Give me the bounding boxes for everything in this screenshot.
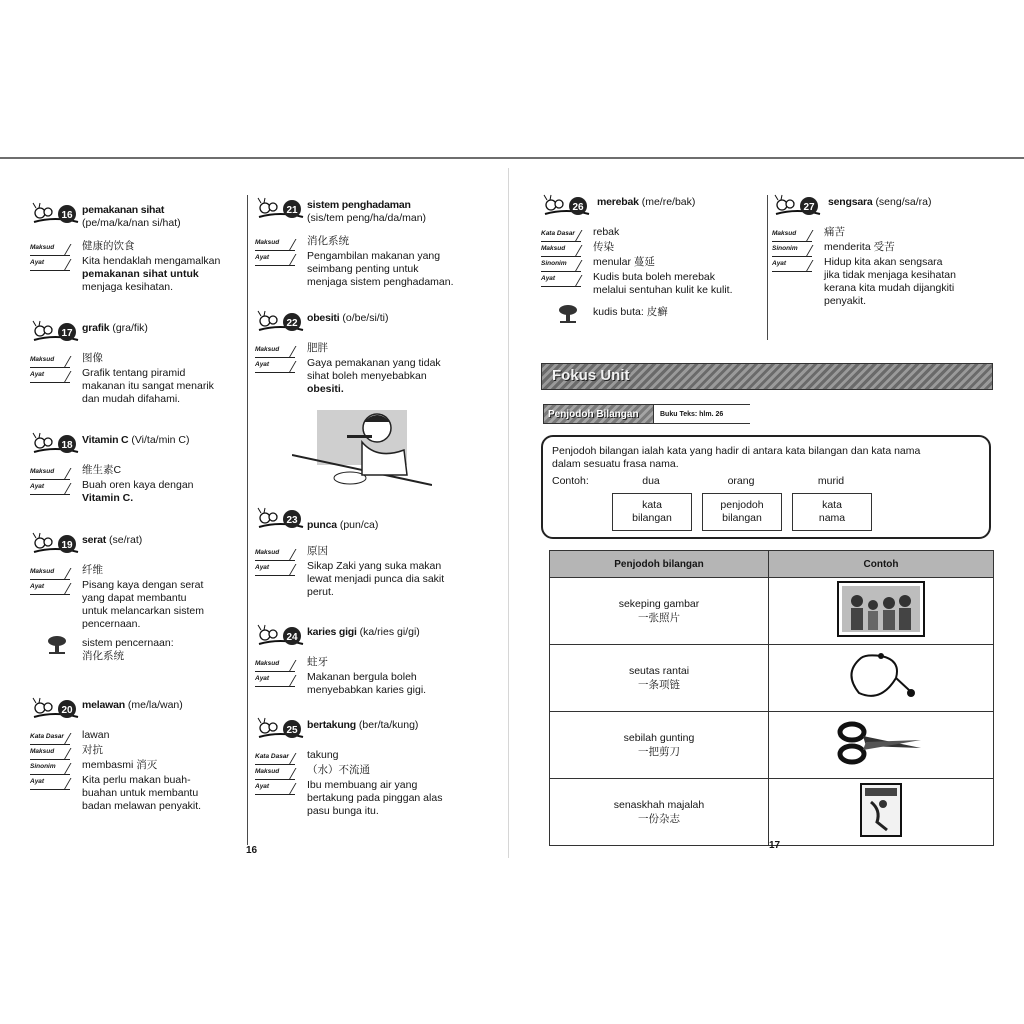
contoh-label: Contoh: xyxy=(552,475,589,487)
entry-24 xyxy=(255,622,475,697)
svg-text:17: 17 xyxy=(61,328,73,339)
ayat-label: Ayat xyxy=(255,561,295,576)
svg-text:21: 21 xyxy=(286,205,298,216)
ayat-line: pencernaan. xyxy=(82,618,141,630)
headword: grafik xyxy=(82,322,110,334)
ayat-label: Ayat xyxy=(255,780,295,795)
maksud-label: Maksud xyxy=(255,236,295,251)
table-row: sekeping gambar 一张照片 xyxy=(550,578,994,645)
tree-icon xyxy=(46,635,68,655)
contoh-top-word: murid xyxy=(817,475,845,487)
ayat-label: Ayat xyxy=(772,257,812,272)
headword: punca xyxy=(307,519,337,531)
ayat-line: Grafik tentang piramid xyxy=(82,367,186,379)
table-header: Contoh xyxy=(769,551,994,578)
pronunciation: (pun/ca) xyxy=(339,519,379,531)
contoh-box: kata bilangan xyxy=(612,493,692,531)
kata-dasar-label: Kata Dasar xyxy=(255,750,295,765)
ayat-label: Ayat xyxy=(30,580,70,595)
maksud-text: 维生素C xyxy=(82,464,122,476)
definition-box xyxy=(541,435,991,539)
pronunciation: (ka/ries gi/gi) xyxy=(359,626,420,638)
ayat-line: sihat boleh menyebabkan xyxy=(307,370,427,382)
ayat-line: Pengambilan makanan yang xyxy=(307,250,441,262)
maksud-label: Maksud xyxy=(255,343,295,358)
entry-18 xyxy=(30,430,250,505)
necklace-icon xyxy=(841,648,921,704)
ayat-line: pemakanan sihat untuk xyxy=(82,268,199,280)
ayat-line: menjaga kesihatan. xyxy=(82,281,174,293)
headword: merebak xyxy=(597,196,639,208)
maksud-text: 图像 xyxy=(82,352,103,364)
ayat-line: menyebabkan karies gigi. xyxy=(307,684,427,696)
entry-badge-icon xyxy=(772,194,822,220)
ayat-line: Makanan bergula boleh xyxy=(307,671,417,683)
entry-23 xyxy=(255,505,475,599)
entry-badge-icon xyxy=(30,320,80,346)
ayat-line: jika tidak menjaga kesihatan xyxy=(824,269,956,281)
ayat-label: Ayat xyxy=(255,251,295,266)
maksud-label: Maksud xyxy=(255,546,295,561)
maksud-label: Maksud xyxy=(30,565,70,580)
pronunciation: (Vi/ta/min C) xyxy=(131,434,190,446)
maksud-text: 传染 xyxy=(593,241,614,253)
ayat-line: Hidup kita akan sengsara xyxy=(824,256,943,268)
headword: sistem penghadaman xyxy=(307,199,411,211)
ayat-line: bertakung pada pinggan alas xyxy=(307,792,443,804)
maksud-label: Maksud xyxy=(30,465,70,480)
entry-21 xyxy=(255,195,475,289)
maksud-text: 痛苦 xyxy=(824,226,845,238)
family-photo-icon xyxy=(837,581,925,637)
ayat-line: melalui sentuhan kulit ke kulit. xyxy=(593,284,733,296)
pronunciation: (ber/ta/kung) xyxy=(358,719,419,731)
sinonim-text: menderita 受苦 xyxy=(824,241,895,253)
entry-badge-icon xyxy=(30,697,80,723)
ayat-line: Gaya pemakanan yang tidak xyxy=(307,357,441,369)
ayat-line: pasu bunga itu. xyxy=(307,805,379,817)
ayat-line: makanan itu sangat menarik xyxy=(82,380,214,392)
entry-badge-icon xyxy=(255,507,305,533)
kata-dasar-label: Kata Dasar xyxy=(541,227,581,242)
penjodoh-table xyxy=(549,550,994,846)
headword: pemakanan sihat xyxy=(82,204,165,216)
sinonim-label: Sinonim xyxy=(541,257,581,272)
kata-dasar-text: takung xyxy=(307,749,339,761)
entry-badge-icon xyxy=(255,624,305,650)
entry-badge-icon xyxy=(30,202,80,228)
entry-19 xyxy=(30,530,250,663)
headword: karies gigi xyxy=(307,626,357,638)
headword: Vitamin C xyxy=(82,434,129,446)
entry-20 xyxy=(30,695,250,813)
svg-text:18: 18 xyxy=(61,440,73,451)
pronunciation: (gra/fik) xyxy=(112,322,148,334)
sinonim-label: Sinonim xyxy=(30,760,70,775)
entry-badge-icon xyxy=(255,717,305,743)
maksud-label: Maksud xyxy=(255,765,295,780)
maksud-text: 蛀牙 xyxy=(307,656,328,668)
sinonim-label: Sinonim xyxy=(772,242,812,257)
ayat-line: Vitamin C. xyxy=(82,492,134,504)
ayat-line: lewat menjadi punca dia sakit xyxy=(307,573,445,585)
entry-16 xyxy=(30,200,250,294)
ayat-line: Ibu membuang air yang xyxy=(307,779,418,791)
maksud-text: 肥胖 xyxy=(307,342,328,354)
table-row: sebilah gunting 一把剪刀 xyxy=(550,712,994,779)
ayat-label: Ayat xyxy=(30,368,70,383)
headword: bertakung xyxy=(307,719,356,731)
ayat-label: Ayat xyxy=(255,358,295,373)
maksud-label: Maksud xyxy=(30,745,70,760)
svg-text:23: 23 xyxy=(286,515,298,526)
entry-25 xyxy=(255,715,475,818)
entry-26 xyxy=(541,192,761,319)
maksud-text: 健康的饮食 xyxy=(82,240,135,252)
maksud-text: 原因 xyxy=(307,545,328,557)
ayat-line: perut. xyxy=(307,586,334,598)
contoh-box: kata nama xyxy=(792,493,872,531)
kata-dasar-text: rebak xyxy=(593,226,620,238)
table-row: senaskhah majalah 一份杂志 xyxy=(550,779,994,846)
svg-text:24: 24 xyxy=(286,632,298,643)
definition-line: dalam sesuatu frasa nama. xyxy=(552,458,679,470)
maksud-label: Maksud xyxy=(541,242,581,257)
svg-text:20: 20 xyxy=(61,705,73,716)
entry-badge-icon xyxy=(541,194,591,220)
maksud-label: Maksud xyxy=(30,353,70,368)
svg-text:22: 22 xyxy=(286,318,298,329)
ayat-line: dan mudah difahami. xyxy=(82,393,181,405)
pronunciation: (me/re/bak) xyxy=(641,196,696,208)
headword: melawan xyxy=(82,699,125,711)
section-tag: Penjodoh Bilangan xyxy=(543,404,654,424)
ayat-line: kerana kita mudah dijangkiti xyxy=(824,282,955,294)
ayat-line: penyakit. xyxy=(824,295,867,307)
tree-icon xyxy=(557,304,579,324)
maksud-text: （水）不流通 xyxy=(307,764,370,776)
headword: sengsara xyxy=(828,196,873,208)
maksud-label: Maksud xyxy=(255,657,295,672)
page-number-left: 16 xyxy=(246,845,258,856)
ayat-line: Pisang kaya dengan serat xyxy=(82,579,204,591)
maksud-text: 对抗 xyxy=(82,744,103,756)
ayat-line: seimbang penting untuk xyxy=(307,263,419,275)
magazine-icon xyxy=(859,782,903,838)
entry-badge-icon xyxy=(255,197,305,223)
sinonim-text: menular 蔓延 xyxy=(593,256,655,268)
entry-22 xyxy=(255,308,475,396)
note-line: kudis buta: 皮癣 xyxy=(593,306,668,318)
contoh-box: penjodoh bilangan xyxy=(702,493,782,531)
ayat-line: menjaga sistem penghadaman. xyxy=(307,276,454,288)
kata-dasar-label: Kata Dasar xyxy=(30,730,70,745)
ayat-label: Ayat xyxy=(541,272,581,287)
pronunciation: (sis/tem peng/ha/da/man) xyxy=(307,212,427,224)
ayat-line: badan melawan penyakit. xyxy=(82,800,202,812)
ayat-line: Kudis buta boleh merebak xyxy=(593,271,715,283)
ayat-label: Ayat xyxy=(30,775,70,790)
svg-text:25: 25 xyxy=(286,725,298,736)
contoh-top-word: dua xyxy=(642,475,660,487)
table-row: seutas rantai 一条项链 xyxy=(550,645,994,712)
ayat-line: untuk melancarkan sistem xyxy=(82,605,204,617)
ayat-line: Sikap Zaki yang suka makan xyxy=(307,560,442,572)
note-line: 消化系统 xyxy=(82,650,124,662)
book-spine xyxy=(508,168,509,858)
scissors-icon xyxy=(836,718,926,768)
entry-badge-icon xyxy=(255,310,305,336)
headword: serat xyxy=(82,534,107,546)
ayat-label: Ayat xyxy=(30,480,70,495)
page-number-right: 17 xyxy=(769,840,781,851)
ayat-line: Kita hendaklah mengamalkan xyxy=(82,255,221,267)
svg-text:16: 16 xyxy=(61,210,73,221)
sinonim-text: membasmi 消灭 xyxy=(82,759,158,771)
fokus-unit-title: Fokus Unit xyxy=(552,367,630,384)
kata-dasar-text: lawan xyxy=(82,729,110,741)
pronunciation: (o/be/si/ti) xyxy=(342,312,389,324)
ayat-line: buahan untuk membantu xyxy=(82,787,199,799)
entry-badge-icon xyxy=(30,532,80,558)
svg-text:19: 19 xyxy=(61,540,73,551)
ayat-line: obesiti. xyxy=(307,383,344,395)
maksud-text: 消化系统 xyxy=(307,235,349,247)
maksud-label: Maksud xyxy=(30,241,70,256)
ayat-line: Buah oren kaya dengan xyxy=(82,479,194,491)
pronunciation: (seng/sa/ra) xyxy=(875,196,932,208)
svg-text:27: 27 xyxy=(803,202,815,213)
fokus-unit-banner xyxy=(541,363,993,390)
definition-line: Penjodoh bilangan ialah kata yang hadir di antara kata bilangan dan kata nama xyxy=(552,445,921,457)
ayat-label: Ayat xyxy=(30,256,70,271)
ayat-line: yang dapat membantu xyxy=(82,592,187,604)
maksud-label: Maksud xyxy=(772,227,812,242)
ayat-line: Kita perlu makan buah- xyxy=(82,774,191,786)
pronunciation: (pe/ma/ka/nan si/hat) xyxy=(82,217,181,229)
pronunciation: (se/rat) xyxy=(109,534,143,546)
right-column-divider xyxy=(767,195,768,340)
note-line: sistem pencernaan: xyxy=(82,637,174,649)
boy-eating-illustration xyxy=(292,400,432,495)
buku-teks-ref: Buku Teks: hlm. 26 xyxy=(654,404,750,424)
headword: obesiti xyxy=(307,312,340,324)
top-rule xyxy=(0,157,1024,159)
svg-text:26: 26 xyxy=(572,202,584,213)
maksud-text: 纤维 xyxy=(82,564,103,576)
entry-27 xyxy=(772,192,992,308)
table-header: Penjodoh bilangan xyxy=(550,551,769,578)
entry-17 xyxy=(30,318,250,406)
ayat-label: Ayat xyxy=(255,672,295,687)
entry-badge-icon xyxy=(30,432,80,458)
contoh-top-word: orang xyxy=(727,475,755,487)
pronunciation: (me/la/wan) xyxy=(127,699,183,711)
